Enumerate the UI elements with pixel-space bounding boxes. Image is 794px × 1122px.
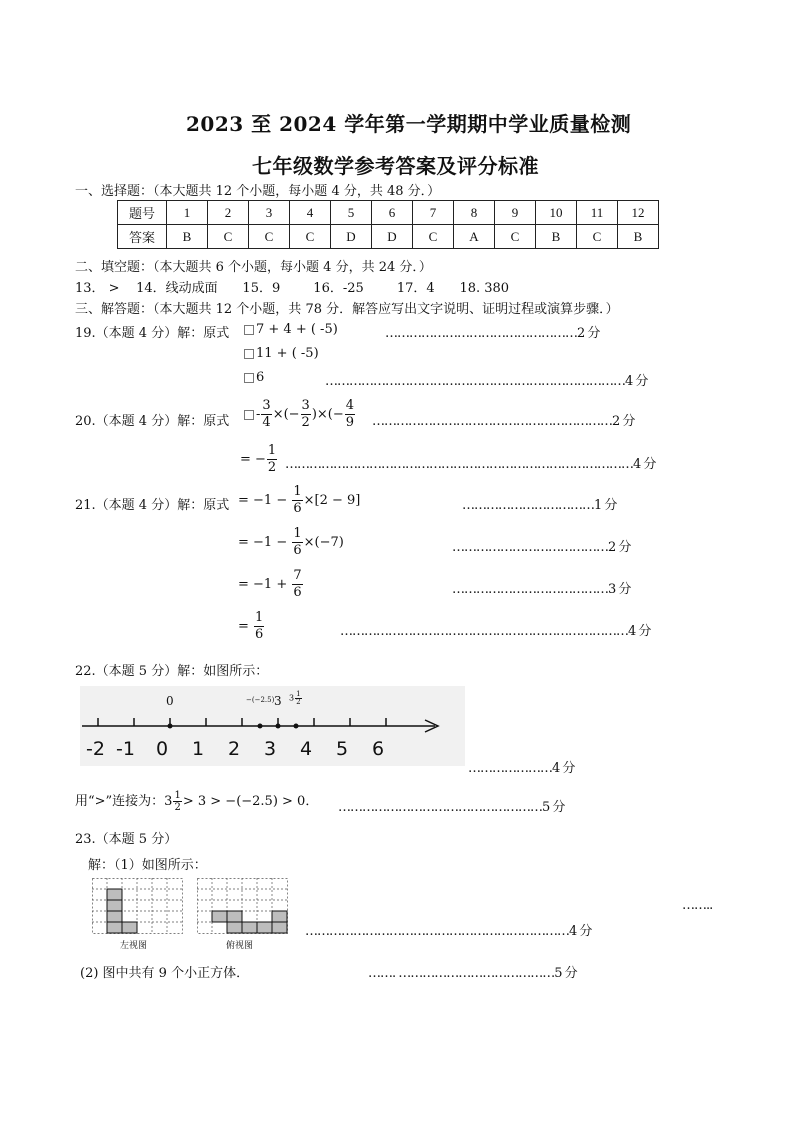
q20-label: 20.（本题 4 分）解：原式 (75, 414, 230, 429)
table-cell: 5 (331, 201, 372, 225)
q19-step2 (244, 346, 319, 361)
denominator: 9 (345, 415, 355, 430)
q19-label: 19.（本题 4 分）解：原式 (75, 326, 230, 341)
left-view-grid (92, 878, 184, 936)
denominator: 6 (293, 501, 302, 516)
q20-score1: ……………………………………………………2 分 (372, 414, 635, 429)
numerator: 1 (267, 443, 277, 458)
fraction (267, 443, 277, 476)
numerator: 1 (296, 690, 301, 698)
table-cell: 2 (208, 201, 249, 225)
table-cell: 4 (290, 201, 331, 225)
tick-label: -2 (86, 738, 105, 760)
q19-score2: …………………………………………………………………4 分 (325, 374, 648, 389)
q21-step3 (238, 568, 304, 601)
q22-text: > 3 > −(−2.5) > 0． (182, 794, 319, 809)
q21-text: = (238, 619, 249, 634)
fraction (301, 398, 311, 431)
table-cell: C (577, 225, 618, 249)
q21-step2 (238, 526, 344, 559)
denominator: 6 (293, 585, 302, 600)
fraction (345, 398, 355, 431)
q19-step2-text: 11 + ( -5) (256, 346, 319, 361)
q22-score2: ……………………………………………5 分 (338, 800, 565, 815)
table-row (118, 201, 659, 225)
numerator: 4 (345, 398, 355, 413)
table-cell: A (454, 225, 495, 249)
fraction (295, 691, 301, 706)
q23-sub2: (2) 图中共有 9 个小正方体． (80, 966, 250, 981)
denominator: 2 (301, 415, 310, 430)
q22-label: 22.（本题 5 分）解：如图所示： (75, 664, 269, 679)
numerator: 3 (262, 398, 271, 413)
tick-label: 2 (228, 738, 241, 760)
q23-label: 23.（本题 5 分） (75, 832, 178, 847)
denominator: 4 (262, 415, 271, 430)
q22-score1: …………………4 分 (468, 761, 575, 776)
section1-heading: 一、选择题：（本大题共 12 个小题，每小题 4 分，共 48 分．） (75, 184, 441, 199)
fraction (292, 484, 302, 517)
table-cell: 1 (167, 201, 208, 225)
whole: 3 (289, 693, 295, 703)
table-cell: C (413, 225, 454, 249)
point-label-0: 0 (166, 694, 174, 708)
table-cell: B (167, 225, 208, 249)
q19-step1 (244, 322, 338, 337)
table-cell: 7 (413, 201, 454, 225)
table-cell: C (208, 225, 249, 249)
q21-step1 (238, 484, 360, 517)
denominator: 2 (267, 460, 277, 475)
table-cell: D (331, 225, 372, 249)
page-title: 2023 至 2024 学年第一学期期中学业质量检测 (186, 112, 632, 136)
numerator: 7 (293, 568, 302, 583)
q20-score2: ……………………………………………………………………………4 分 (285, 457, 656, 472)
fraction (173, 790, 181, 813)
section2-heading: 二、填空题：（本大题共 6 个小题，每小题 4 分，共 24 分．） (75, 260, 432, 275)
q21-score1: ……………………………1 分 (462, 498, 617, 513)
denominator: 6 (255, 627, 264, 642)
point-3.5 (294, 724, 299, 729)
q23-sub1: 解：（1）如图所示： (88, 858, 207, 873)
numerator: 1 (293, 484, 302, 499)
q21-text: ×(−7) (303, 535, 344, 550)
q20-eq: = − (240, 452, 266, 467)
q19-step1-text: 7 + 4 + ( -5) (256, 322, 338, 337)
table-cell: 题号 (118, 201, 167, 225)
page-subtitle: 七年级数学参考答案及评分标准 (252, 154, 539, 178)
left-view-caption: 左视图 (120, 941, 148, 951)
table-cell: 9 (495, 201, 536, 225)
numerator: 1 (293, 526, 302, 541)
table-cell: C (290, 225, 331, 249)
tick-label: 1 (192, 738, 205, 760)
q22-conclusion (75, 790, 318, 813)
q23-side-dots: …….. (682, 898, 713, 913)
table-cell: C (495, 225, 536, 249)
table-cell: 3 (249, 201, 290, 225)
table-row (118, 225, 659, 249)
q21-text: = −1 − (238, 493, 288, 508)
tick-label: 5 (336, 738, 349, 760)
q21-label: 21.（本题 4 分）解：原式 (75, 498, 230, 513)
q20-op1: ×(− (272, 407, 300, 422)
q19-step3 (244, 370, 264, 385)
table-cell: 11 (577, 201, 618, 225)
denominator: 6 (293, 543, 302, 558)
placeholder-box-icon (244, 325, 254, 335)
fraction (292, 568, 302, 601)
numerator: 1 (255, 610, 264, 625)
tick-label: 0 (156, 738, 169, 760)
point-label-2.5: −(−2.5) (246, 696, 275, 704)
table-cell: 8 (454, 201, 495, 225)
top-view-caption: 俯视图 (226, 941, 254, 951)
point-3 (276, 724, 281, 729)
fraction (261, 398, 271, 431)
tick-label: 4 (300, 738, 313, 760)
table-cell: B (618, 225, 659, 249)
q21-text: = −1 − (238, 535, 288, 550)
table-cell: D (372, 225, 413, 249)
point-label-3.5 (289, 691, 303, 706)
point-0 (168, 724, 173, 729)
table-cell: B (536, 225, 577, 249)
q23-score1: …………………………………………………………4 分 (305, 924, 592, 939)
fill-in-answers: 13． > 14．线动成面 15．9 16．-25 17．4 18. 380 (75, 281, 510, 296)
tick-labels (86, 738, 408, 760)
q21-score2: …………………………………2 分 (452, 540, 631, 555)
q20-result (240, 443, 278, 476)
q20-op2: )×(− (311, 407, 344, 422)
placeholder-box-icon (244, 410, 254, 420)
tick-label: -1 (116, 738, 135, 760)
q20-expression (244, 398, 356, 431)
q20-minus: - (256, 407, 261, 422)
tick-label: 3 (264, 738, 277, 760)
point-label-3: 3 (274, 694, 282, 708)
table-cell: 12 (618, 201, 659, 225)
q22-text: 用“>”连接为：3 (75, 794, 173, 809)
numerator: 1 (174, 790, 181, 801)
q21-step4 (238, 610, 265, 643)
top-view-grid (197, 878, 289, 936)
placeholder-box-icon (244, 373, 254, 383)
table-cell: C (249, 225, 290, 249)
ticks (98, 718, 386, 726)
q21-score4: ………………………………………………………………4 分 (340, 624, 651, 639)
fraction (254, 610, 264, 643)
q19-step3-text: 6 (256, 370, 265, 385)
section3-heading: 三、解答题：（本大题共 12 个小题，共 78 分．解答应写出文字说明、证明过程或演算步骤．） (75, 302, 619, 317)
number-line-figure (80, 686, 465, 766)
table-cell: 10 (536, 201, 577, 225)
point-2.5 (258, 724, 263, 729)
q21-text: = −1 + (238, 577, 288, 592)
placeholder-box-icon (244, 349, 254, 359)
denominator: 2 (174, 802, 181, 813)
answer-table (117, 200, 659, 249)
denominator: 2 (296, 698, 301, 706)
fraction (292, 526, 302, 559)
q23-score2: ……. …………………………………5 分 (368, 966, 577, 981)
numerator: 3 (301, 398, 310, 413)
table-cell: 6 (372, 201, 413, 225)
q19-score1: …………………………………………2 分 (385, 326, 600, 341)
q21-text: ×[2 − 9] (303, 493, 361, 508)
q21-score3: …………………………………3 分 (452, 582, 631, 597)
tick-label: 6 (372, 738, 385, 760)
table-cell: 答案 (118, 225, 167, 249)
